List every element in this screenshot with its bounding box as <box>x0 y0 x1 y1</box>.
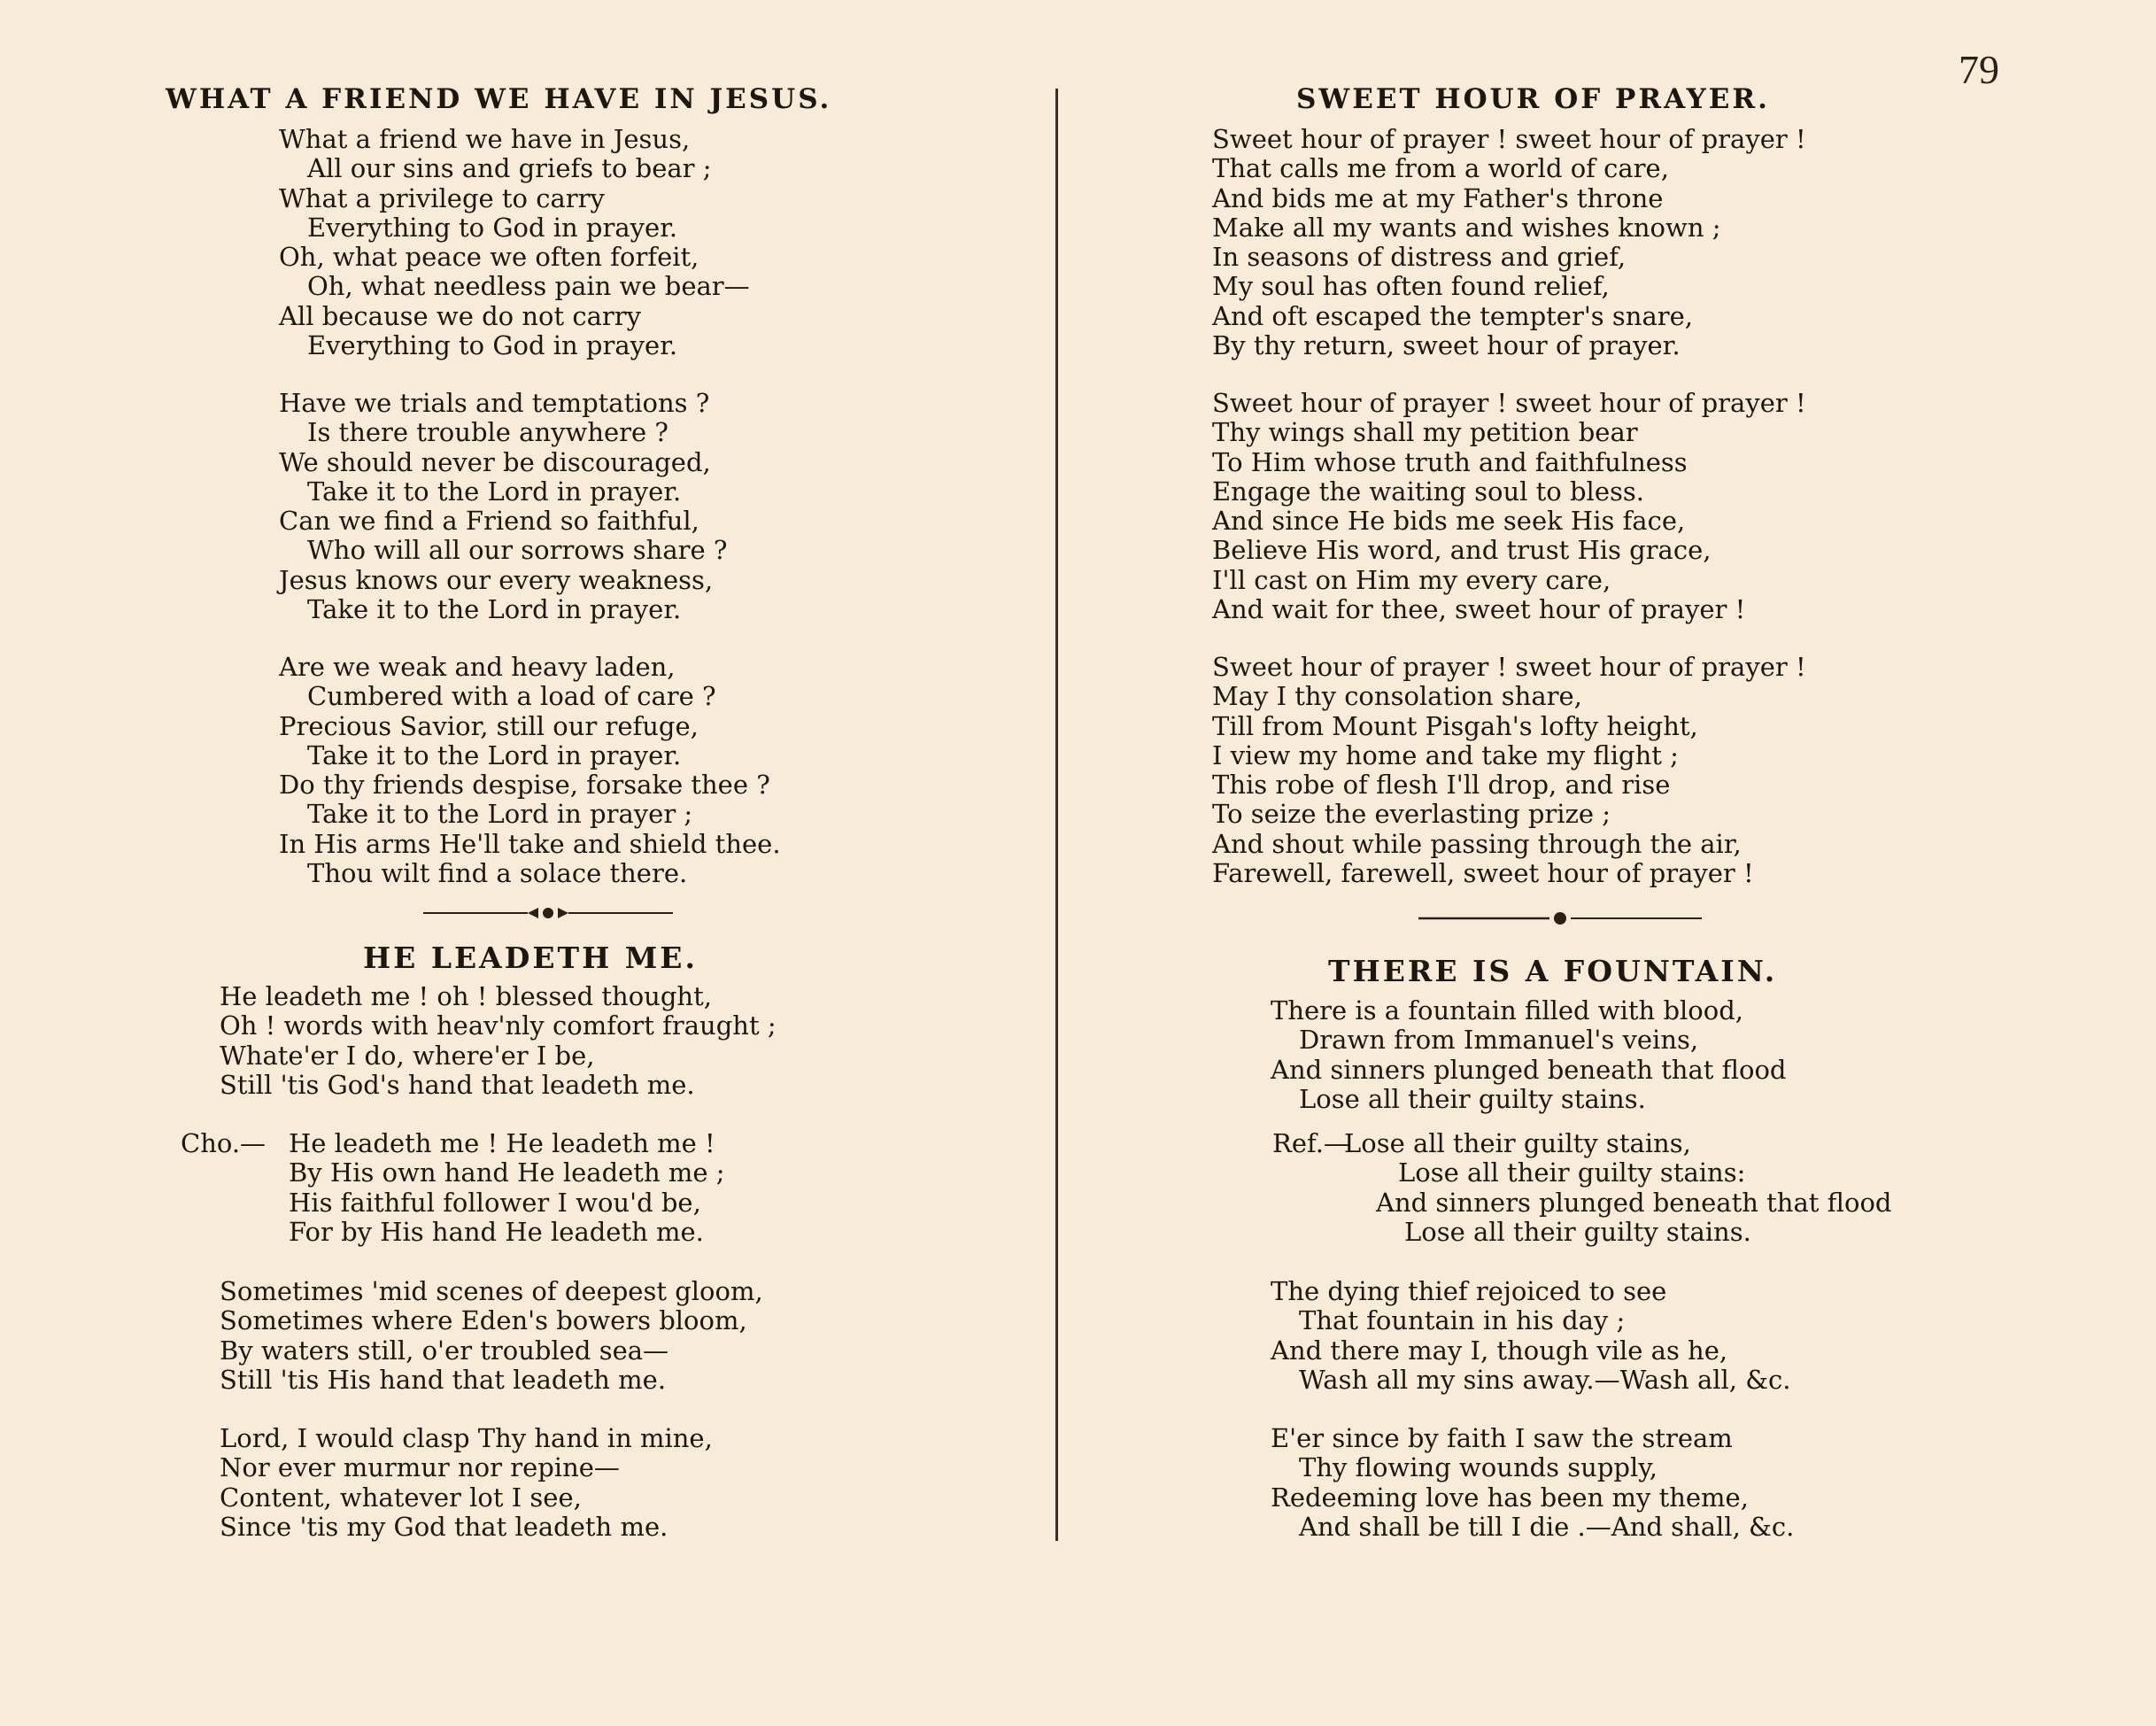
verse-line: To Him whose truth and faithfulness <box>1212 446 1688 477</box>
hymn-stanza <box>279 389 727 624</box>
hymn-verse <box>220 1424 713 1542</box>
verse-line: He leadeth me ! He leadeth me ! <box>289 1128 715 1158</box>
hymn-chorus <box>289 1129 725 1247</box>
verse-line: Farewell, farewell, sweet hour of prayer ! <box>1212 858 1754 889</box>
verse-line: Lose all their guilty stains. <box>1404 1216 1751 1247</box>
verse-line: Have we trials and temptations ? <box>279 388 710 418</box>
hymn-stanza <box>1212 125 1806 360</box>
verse-line: And there may I, though vile as he, <box>1271 1335 1728 1366</box>
verse-line: And sinners plunged beneath that flood <box>1271 1054 1787 1085</box>
verse-line: He leadeth me ! oh ! blessed thought, <box>220 981 712 1011</box>
verse-line: Thou wilt find a solace there. <box>307 858 688 889</box>
ornament-divider <box>1418 909 1702 927</box>
verse-line: Redeeming love has been my theme, <box>1271 1482 1749 1513</box>
verse-line: Sometimes where Eden's bowers bloom, <box>220 1305 747 1336</box>
verse-line: That fountain in his day ; <box>1299 1305 1626 1336</box>
verse-line: Nor ever murmur nor repine— <box>220 1452 620 1483</box>
verse-line: I view my home and take my flight ; <box>1212 739 1679 770</box>
verse-line: There is a fountain filled with blood, <box>1271 995 1743 1026</box>
verse-line: I'll cast on Him my every care, <box>1212 564 1611 595</box>
verse-line: All because we do not carry <box>279 300 642 331</box>
verse-line: Lose all their guilty stains: <box>1398 1157 1746 1188</box>
hymn-title: WHAT A FRIEND WE HAVE IN JESUS. <box>166 83 832 115</box>
verse-line: Take it to the Lord in prayer. <box>307 739 682 770</box>
verse-line: Sweet hour of prayer ! sweet hour of prayer ! <box>1212 124 1806 154</box>
verse-line: Since 'tis my God that leadeth me. <box>220 1511 668 1542</box>
verse-line: My soul has often found relief, <box>1212 271 1610 302</box>
verse-line: Is there trouble anywhere ? <box>307 417 668 448</box>
verse-line: Sweet hour of prayer ! sweet hour of prayer ! <box>1212 388 1806 418</box>
verse-line: Believe His word, and trust His grace, <box>1212 535 1712 566</box>
hymn-verse <box>220 982 777 1100</box>
hymn-stanza <box>279 653 781 888</box>
verse-line: Cumbered with a load of care ? <box>307 681 716 712</box>
hymn-stanza <box>279 125 750 360</box>
verse-line: And since He bids me seek His face, <box>1212 506 1686 537</box>
verse-line: That calls me from a world of care, <box>1212 153 1669 184</box>
verse-line: And shall be till I die .—And shall, &c. <box>1299 1511 1795 1542</box>
verse-line: Take it to the Lord in prayer ; <box>307 799 693 830</box>
verse-line: And wait for thee, sweet hour of prayer ! <box>1212 594 1746 625</box>
column-divider <box>1055 89 1058 1541</box>
hymn-title: HE LEADETH ME. <box>363 940 698 975</box>
verse-line: Everything to God in prayer. <box>307 330 678 361</box>
verse-line: Make all my wants and wishes known ; <box>1212 212 1721 243</box>
page-number: 79 <box>1959 47 1999 92</box>
verse-line: This robe of flesh I'll drop, and rise <box>1212 770 1671 801</box>
verse-line: What a friend we have in Jesus, <box>279 124 691 154</box>
refrain-label: Ref.— <box>1272 1128 1349 1158</box>
verse-line: And shout while passing through the air, <box>1212 828 1742 859</box>
verse-line: Oh, what peace we often forfeit, <box>279 242 699 273</box>
verse-line: To seize the everlasting prize ; <box>1212 799 1611 830</box>
verse-line: The dying thief rejoiced to see <box>1271 1276 1667 1306</box>
verse-line: Thy flowing wounds supply, <box>1299 1452 1658 1483</box>
verse-line: Content, whatever lot I see, <box>220 1482 582 1513</box>
verse-line: And sinners plunged beneath that flood <box>1376 1187 1892 1218</box>
verse-line: Engage the waiting soul to bless. <box>1212 476 1644 507</box>
verse-line: Still 'tis God's hand that leadeth me. <box>220 1069 695 1100</box>
hymn-title: THERE IS A FOUNTAIN. <box>1328 954 1778 988</box>
verse-line: Whate'er I do, where'er I be, <box>220 1040 595 1071</box>
verse-line: Do thy friends despise, forsake thee ? <box>279 770 770 801</box>
verse-line: Sweet hour of prayer ! sweet hour of prayer ! <box>1212 652 1806 682</box>
verse-line: Precious Savior, still our refuge, <box>279 710 699 741</box>
verse-line: Oh, what needless pain we bear— <box>307 271 750 302</box>
verse-line: Everything to God in prayer. <box>307 212 678 243</box>
verse-line: Till from Mount Pisgah's lofty height, <box>1212 710 1698 741</box>
verse-line: Can we find a Friend so faithful, <box>279 506 699 537</box>
verse-line: What a privilege to carry <box>279 182 605 213</box>
verse-line: Wash all my sins away.—Wash all, &c. <box>1299 1364 1791 1395</box>
verse-line: By thy return, sweet hour of prayer. <box>1212 330 1681 361</box>
verse-line: Sometimes 'mid scenes of deepest gloom, <box>220 1276 763 1306</box>
hymn-verse <box>220 1277 763 1395</box>
chorus-label: Cho.— <box>181 1128 267 1158</box>
verse-line: Thy wings shall my petition bear <box>1212 417 1638 448</box>
verse-line: May I thy consolation share, <box>1212 681 1582 712</box>
verse-line: In seasons of distress and grief, <box>1212 242 1627 273</box>
verse-line: And oft escaped the tempter's snare, <box>1212 300 1693 331</box>
verse-line: For by His hand He leadeth me. <box>289 1216 704 1247</box>
verse-line: And bids me at my Father's throne <box>1212 182 1664 213</box>
verse-line: E'er since by faith I saw the stream <box>1271 1423 1733 1453</box>
hymn-title: SWEET HOUR OF PRAYER. <box>1296 83 1770 115</box>
verse-line: In His arms He'll take and shield thee. <box>279 828 781 859</box>
verse-line: Take it to the Lord in prayer. <box>307 594 682 625</box>
hymn-stanza <box>1212 653 1806 888</box>
hymn-verse <box>1271 996 1786 1114</box>
verse-line: Lord, I would clasp Thy hand in mine, <box>220 1423 713 1453</box>
verse-line: By His own hand He leadeth me ; <box>289 1157 725 1188</box>
verse-line: Lose all their guilty stains. <box>1299 1083 1646 1114</box>
verse-line: Who will all our sorrows share ? <box>307 535 728 566</box>
hymn-refrain <box>1344 1129 1891 1247</box>
verse-line: Lose all their guilty stains, <box>1344 1128 1691 1158</box>
verse-line: Take it to the Lord in prayer. <box>307 476 682 507</box>
verse-line: By waters still, o'er troubled sea— <box>220 1335 669 1366</box>
verse-line: We should never be discouraged, <box>279 446 711 477</box>
verse-line: Still 'tis His hand that leadeth me. <box>220 1364 667 1395</box>
hymn-stanza <box>1212 389 1806 624</box>
hymn-verse <box>1271 1277 1791 1395</box>
verse-line: His faithful follower I wou'd be, <box>289 1187 701 1218</box>
verse-line: All our sins and griefs to bear ; <box>307 153 712 184</box>
verse-line: Drawn from Immanuel's veins, <box>1299 1025 1699 1056</box>
ornament-divider <box>423 904 673 922</box>
verse-line: Oh ! words with heav'nly comfort fraught ; <box>220 1010 777 1041</box>
verse-line: Jesus knows our every weakness, <box>279 564 714 595</box>
hymn-verse <box>1271 1424 1794 1542</box>
verse-line: Are we weak and heavy laden, <box>279 652 676 682</box>
